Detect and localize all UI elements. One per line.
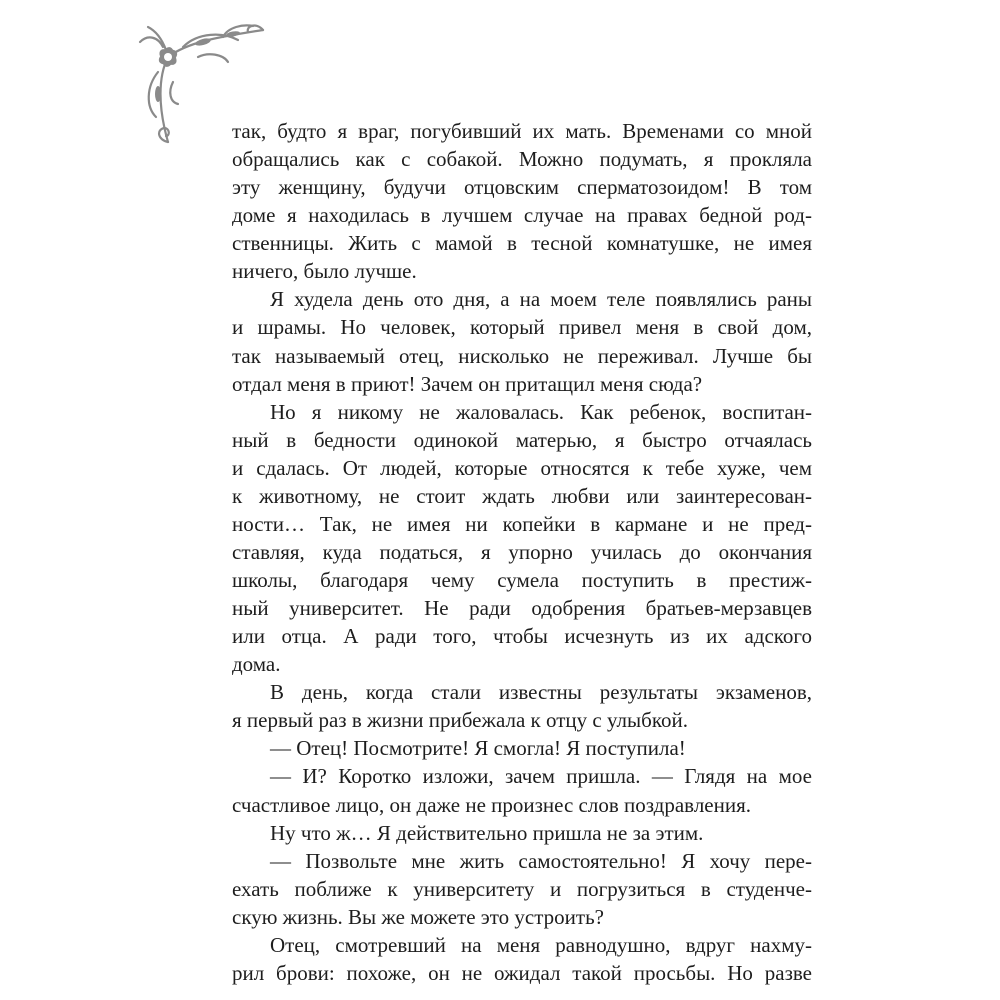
text-line: ный в бедности одинокой матерью, я быстро отчаялась	[232, 427, 812, 452]
text-line: ности… Так, не имея ни копейки в кармане и не пред-	[232, 511, 812, 536]
text-line: эту женщину, будучи отцовским сперматозоидом! В том	[232, 175, 812, 200]
text-line: или отца. А ради того, чтобы исчезнуть из их адского	[232, 624, 812, 649]
text-line: Ну что ж… Я действительно пришла не за этим.	[270, 820, 704, 845]
text-line: так, будто я враг, погубивший их мать. Временами со мной	[232, 119, 812, 143]
text-line: Но я никому не жаловалась. Как ребенок, воспитан-	[270, 399, 812, 424]
text-line: ничего, было лучше.	[232, 259, 417, 284]
text-line: В день, когда стали известны результаты экзаменов,	[270, 680, 812, 705]
text-line: рил брови: похоже, он не ожидал такой просьбы. Но разве	[232, 960, 812, 985]
text-line: отдал меня в приют! Зачем он притащил меня сюда?	[232, 371, 703, 396]
text-line: Я худела день ото дня, а на моем теле появлялись раны	[270, 287, 812, 312]
page-body-text	[232, 117, 812, 987]
text-line: ставляя, куда податься, я упорно училась до окончания	[232, 539, 812, 564]
text-line: ный университет. Не ради одобрения братьев-мерзавцев	[232, 596, 812, 621]
text-line: скую жизнь. Вы же можете это устроить?	[232, 904, 604, 929]
text-line: доме я находилась в лучшем случае на правах бедной род-	[232, 203, 812, 228]
text-line: к животному, не стоит ждать любви или заинтересован-	[232, 483, 812, 508]
text-line: — Отец! Посмотрите! Я смогла! Я поступила!	[270, 736, 686, 761]
text-line: ственницы. Жить с мамой в тесной комнатушке, не имея	[232, 231, 812, 256]
text-line: счастливое лицо, он даже не произнес слов поздравления.	[232, 792, 752, 817]
text-line: обращались как с собакой. Можно подумать, я прокляла	[232, 147, 812, 172]
text-line: и сдалась. От людей, которые относятся к тебе хуже, чем	[232, 455, 812, 480]
text-line: школы, благодаря чему сумела поступить в престиж-	[232, 568, 812, 592]
text-line: Отец, смотревший на меня равнодушно, вдруг нахму-	[270, 932, 812, 957]
text-line: ехать поближе к университету и погрузиться в студенче-	[232, 876, 812, 901]
text-line: — И? Коротко изложи, зачем пришла. — Глядя на мое	[270, 764, 812, 789]
text-line: и шрамы. Но человек, который привел меня в свой дом,	[232, 315, 812, 340]
text-line: я первый раз в жизни прибежала к отцу с улыбкой.	[232, 708, 688, 733]
text-line: дома.	[232, 652, 281, 677]
text-line: так называемый отец, нисколько не переживал. Лучше бы	[232, 343, 812, 368]
text-line: — Позвольте мне жить самостоятельно! Я хочу пере-	[270, 848, 812, 873]
